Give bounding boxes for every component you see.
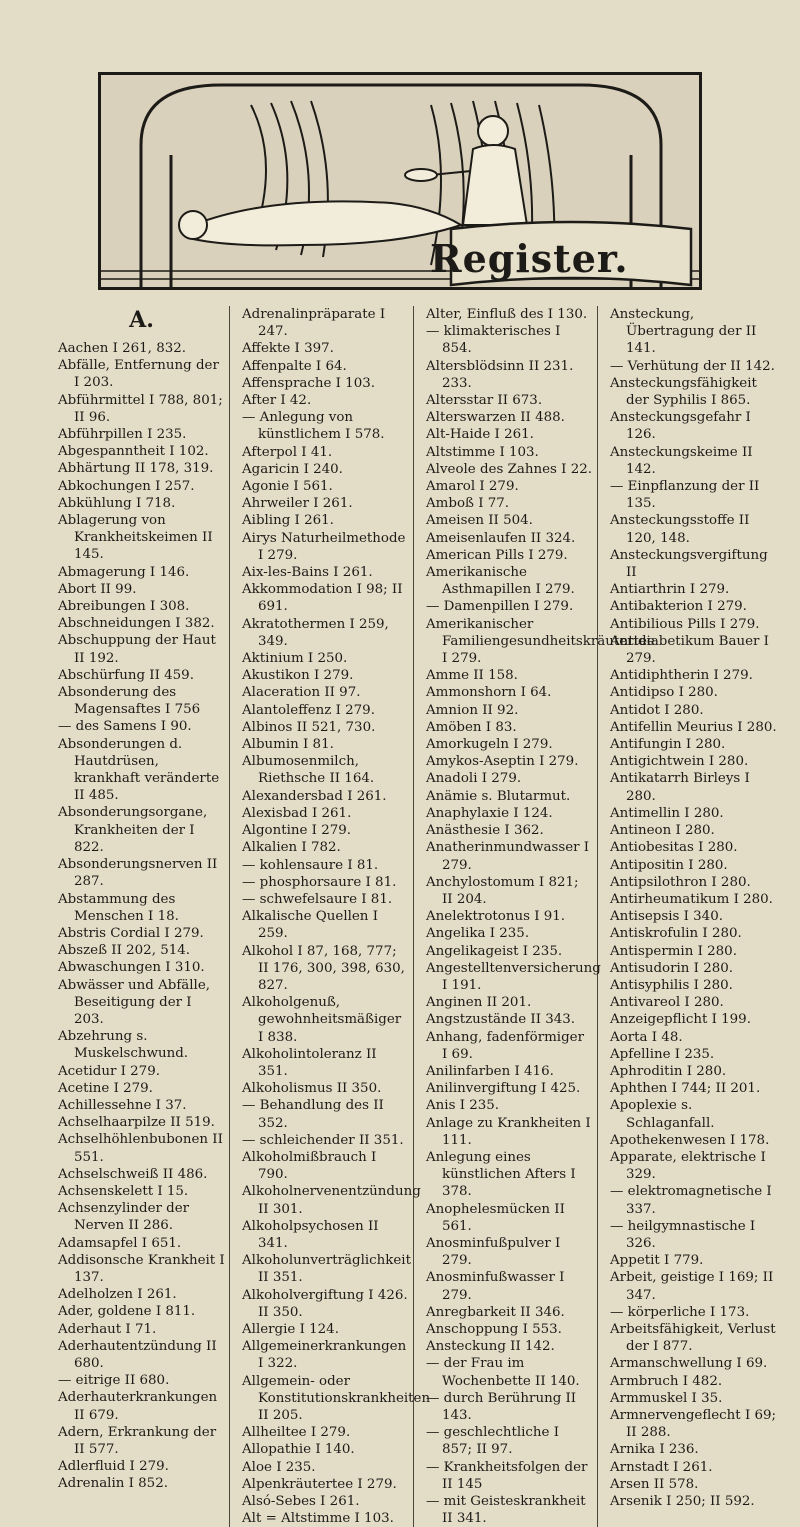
index-entry: Absonderungsnerven II 287. <box>58 857 218 890</box>
index-entry: Albumin I 81. <box>242 737 334 753</box>
index-entry: Arsenik I 250; II 592. <box>610 1494 755 1510</box>
index-entry: Antispermin I 280. <box>610 943 737 959</box>
index-entry: Anginen II 201. <box>426 995 532 1011</box>
index-entry: Achselhöhlenbubonen II 551. <box>58 1132 223 1165</box>
index-entry: Absonderung des Magensaftes I 756 <box>58 685 201 718</box>
index-entry: Alveole des Zahnes I 22. <box>426 461 593 477</box>
index-entry: Anatherinmundwasser I 279. <box>426 840 590 873</box>
index-entry: Ansteckungskeime II 142. <box>610 444 753 477</box>
index-entry: Alkoholintoleranz II 351. <box>242 1046 377 1079</box>
index-entry: Abkühlung I 718. <box>58 495 176 511</box>
index-entry: Allgemein- oder Konstitutionskrankheiten II 205. <box>242 1373 431 1423</box>
index-entry: — heilgymnastische I 326. <box>610 1218 756 1251</box>
index-entry: Amorkugeln I 279. <box>426 737 553 753</box>
index-entry: Abzehrung s. Muskelschwund. <box>58 1029 189 1062</box>
index-entry: Achselhaarpilze II 519. <box>58 1115 215 1131</box>
index-entry: Akratothermen I 259, 349. <box>242 616 389 649</box>
index-entry: Afterpol I 41. <box>242 444 333 460</box>
index-entry: Anzeigepflicht I 199. <box>610 1012 751 1028</box>
index-entry: Adern, Erkrankung der II 577. <box>58 1424 217 1457</box>
index-entry: Alpenkräutertee I 279. <box>242 1476 397 1492</box>
index-entry: Angstzustände II 343. <box>426 1012 576 1028</box>
index-entry: Abhärtung II 178, 319. <box>58 461 214 477</box>
index-entry: Alt-Haide I 261. <box>426 427 534 443</box>
index-entry: Absonderungsorgane, Krankheiten der I 822. <box>58 805 208 855</box>
section-letter: A. <box>129 307 154 333</box>
index-entry: Ameisen II 504. <box>426 513 533 529</box>
entry-list <box>610 306 778 1510</box>
index-entry: Anosminfußpulver I 279. <box>426 1235 561 1269</box>
index-entry: Aorta I 48. <box>610 1029 683 1045</box>
index-entry: Armnervengeflecht I 69; II 288. <box>610 1408 777 1441</box>
index-entry: Alkoholgenuß, gewohnheitsmäßiger I 838. <box>242 995 402 1045</box>
index-entry: — der Frau im Wochenbette II 140. <box>426 1356 580 1389</box>
index-entry: Anlage zu Krankheiten I 111. <box>426 1115 591 1148</box>
index-entry: Alkohol I 87, 168, 777; II 176, 300, 398, 630, 827. <box>242 943 405 993</box>
index-entry: Armmuskel I 35. <box>610 1390 723 1406</box>
index-entry: — elektromagnetische I 337. <box>610 1184 772 1217</box>
index-entry: Ahrweiler I 261. <box>242 496 353 512</box>
index-entry: Abkochungen I 257. <box>58 478 195 494</box>
index-entry: Allergie I 124. <box>242 1321 339 1337</box>
index-entry: Achselschweiß II 486. <box>58 1166 208 1182</box>
index-entry: Antikatarrh Birleys I 280. <box>610 771 750 804</box>
index-entry: Anhang, fadenförmiger I 69. <box>426 1029 584 1062</box>
index-entry: Alkoholmißbrauch I 790. <box>242 1149 377 1183</box>
index-entry: Ansteckungsgefahr I 126. <box>610 410 751 443</box>
index-entry: Alkoholunverträglichkeit II 351. <box>242 1253 411 1286</box>
index-entry: — durch Berührung II 143. <box>426 1390 577 1423</box>
index-entry: Abwaschungen I 310. <box>58 960 205 976</box>
index-entry: Ameisenlaufen II 324. <box>426 530 576 546</box>
index-entry: Aderhaut I 71. <box>58 1321 157 1337</box>
index-entry: — körperliche I 173. <box>610 1304 750 1320</box>
index-entry: — kohlensaure I 81. <box>242 857 379 873</box>
index-entry: Angelikageist I 235. <box>426 943 563 959</box>
index-entry: Abstammung des Menschen I 18. <box>58 891 179 924</box>
index-entry: Abgespanntheit I 102. <box>58 444 209 460</box>
index-entry: Alkoholvergiftung I 426. II 350. <box>242 1287 408 1320</box>
index-entry: Armanschwellung I 69. <box>610 1356 768 1372</box>
index-entry: Algontine I 279. <box>242 823 352 839</box>
index-entry: Apparate, elektrische I 329. <box>610 1149 766 1183</box>
index-entry: Alkoholpsychosen II 341. <box>242 1218 379 1251</box>
index-entry: Antidiabetikum Bauer I 279. <box>610 633 769 667</box>
index-entry: Alterswarzen II 488. <box>426 410 565 426</box>
index-entry: — des Samens I 90. <box>58 719 192 735</box>
index-entry: Aibling I 261. <box>242 513 334 529</box>
index-entry: Ansteckung II 142. <box>426 1339 555 1355</box>
index-entry: — Einpflanzung der II 135. <box>610 479 760 512</box>
index-entry: Allheiltee I 279. <box>242 1425 351 1441</box>
index-entry: Abreibungen I 308. <box>58 599 190 615</box>
index-entry: Aix-les-Bains I 261. <box>242 565 373 581</box>
index-entry: Amarol I 279. <box>426 479 519 495</box>
index-entry: Antineon I 280. <box>610 823 715 839</box>
index-entry: Arnstadt I 261. <box>610 1459 713 1475</box>
index-entry: Abschuppung der Haut II 192. <box>58 633 216 666</box>
index-entry: Alkalische Quellen I 259. <box>242 909 378 942</box>
index-entry: Anilinvergiftung I 425. <box>426 1081 581 1097</box>
index-entry: Addisonsche Krankheit I 137. <box>58 1252 225 1285</box>
index-entry: Affensprache I 103. <box>242 375 375 391</box>
index-entry: Antidipso I 280. <box>610 685 718 701</box>
index-column-4 <box>610 306 782 1527</box>
index-entry: Abschürfung II 459. <box>58 667 194 683</box>
index-entry: — schwefelsaure I 81. <box>242 891 393 907</box>
index-entry: Angelika I 235. <box>426 926 530 942</box>
index-entry: Alkoholismus II 350. <box>242 1081 382 1097</box>
index-entry: Abfälle, Entfernung der I 203. <box>58 358 219 391</box>
index-entry: Akkommodation I 98; II 691. <box>242 582 403 615</box>
index-entry: Apfelline I 235. <box>610 1046 715 1062</box>
index-entry: Aphthen I 744; II 201. <box>610 1081 761 1097</box>
index-entry: Antimellin I 280. <box>610 805 724 821</box>
index-entry: Antifungin I 280. <box>610 737 726 753</box>
index-entry: Aachen I 261, 832. <box>58 341 187 356</box>
index-entry: Adamsapfel I 651. <box>58 1235 182 1251</box>
entry-list <box>242 306 431 1527</box>
index-entry: Abort II 99. <box>58 581 137 597</box>
index-entry: Absonderungen d. Hautdrüsen, krankhaft veränderte II 485. <box>58 736 220 804</box>
index-entry: Anaphylaxie I 124. <box>426 805 553 821</box>
index-entry: Alaceration II 97. <box>242 685 361 701</box>
index-entry: Adrenalin I 852. <box>58 1476 168 1492</box>
index-entry: Allopathie I 140. <box>242 1442 355 1458</box>
index-entry: Affekte I 397. <box>242 341 334 357</box>
index-entry: Arsen II 578. <box>610 1476 699 1492</box>
index-entry: Antidiphtherin I 279. <box>610 668 753 684</box>
index-entry: Antipsilothron I 280. <box>610 874 751 890</box>
index-entry: Apothekenwesen I 178. <box>610 1132 770 1148</box>
index-entry: Agaricin I 240. <box>242 461 343 477</box>
index-entry: Agonie I 561. <box>242 479 333 495</box>
index-entry: — klimakterisches I 854. <box>426 324 561 357</box>
index-column-1 <box>58 306 230 1527</box>
index-entry: Antisudorin I 280. <box>610 960 734 976</box>
page-title: Register. <box>430 236 629 281</box>
index-entry: Achsenzylinder der Nerven II 286. <box>58 1201 190 1234</box>
index-entry: Antiobesitas I 280. <box>610 840 738 856</box>
index-entry: Affenpalte I 64. <box>242 358 347 374</box>
index-entry: Abmagerung I 146. <box>58 564 190 580</box>
index-entry: — schleichender II 351. <box>242 1132 404 1148</box>
index-entry: Antifellin Meurius I 280. <box>610 719 777 735</box>
index-entry: Abführpillen I 235. <box>58 427 187 443</box>
index-entry: Abstris Cordial I 279. <box>58 925 204 941</box>
index-entry: Appetit I 779. <box>610 1253 704 1269</box>
index-entry: Antibakterion I 279. <box>610 599 747 615</box>
index-entry: Amöben I 83. <box>426 719 517 735</box>
index-entry: Allgemeinerkrankungen I 322. <box>242 1339 407 1372</box>
index-entry: — Damenpillen I 279. <box>426 599 574 615</box>
index-entry: Adrenalinpräparate I 247. <box>242 307 386 340</box>
index-entry: Anschoppung I 553. <box>426 1321 562 1337</box>
index-entry: Amnion II 92. <box>426 702 519 718</box>
index-entry: Alantoleffenz I 279. <box>242 702 375 718</box>
index-entry: Antibilious Pills I 279. <box>610 616 760 632</box>
index-entry: Amykos-Aseptin I 279. <box>426 754 579 770</box>
index-entry: After I 42. <box>242 393 312 409</box>
index-entry: Antirheumatikum I 280. <box>610 891 773 907</box>
index-entry: Adlerfluid I 279. <box>58 1459 169 1475</box>
index-entry: — geschlechtliche I 857; II 97. <box>426 1425 560 1458</box>
index-entry: Altersstar II 673. <box>426 393 543 409</box>
index-entry: Amme II 158. <box>426 668 518 684</box>
index-entry: Arnika I 236. <box>610 1442 699 1458</box>
index-entry: Alter, Einfluß des I 130. <box>426 307 588 322</box>
index-entry: Antigichtwein I 280. <box>610 754 749 770</box>
index-entry: Anadoli I 279. <box>426 771 522 787</box>
index-entry: Anregbarkeit II 346. <box>426 1304 565 1320</box>
index-entry: Antiarthrin I 279. <box>610 582 730 598</box>
index-entry: Akustikon I 279. <box>242 668 354 684</box>
index-entry: Antidot I 280. <box>610 702 704 718</box>
entry-list <box>58 340 225 1493</box>
index-entry: Apoplexie s. Schlaganfall. <box>610 1098 715 1131</box>
index-entry: Antipositin I 280. <box>610 857 728 873</box>
index-entry: — Behandlung des II 352. <box>242 1098 384 1131</box>
index-entry: Anelektrotonus I 91. <box>426 909 566 925</box>
index-entry: Amerikanische Asthmapillen I 279. <box>426 565 575 598</box>
index-entry: Albumosenmilch, Riethsche II 164. <box>242 754 375 787</box>
index-entry: Abszeß II 202, 514. <box>58 943 191 959</box>
index-entry: — phosphorsaure I 81. <box>242 874 397 890</box>
index-entry: Ansteckungsfähigkeit der Syphilis I 865. <box>610 375 757 409</box>
index-entry: Acetine I 279. <box>58 1080 153 1096</box>
index-entry: Antivareol I 280. <box>610 995 724 1011</box>
index-entry: Anästhesie I 362. <box>426 823 544 839</box>
index-entry: Airys Naturheilmethode I 279. <box>242 530 406 563</box>
index-entry: Amerikanischer Familiengesundheitskräutertee I 279. <box>426 616 655 667</box>
index-entry: Anlegung eines künstlichen Afters I 378. <box>426 1149 576 1200</box>
index-entry: Achillessehne I 37. <box>58 1097 187 1113</box>
index-entry: Anämie s. Blutarmut. <box>426 788 571 804</box>
index-entry: Antisepsis I 340. <box>610 909 723 925</box>
index-entry: Ansteckung, Übertragung der II 141. <box>610 307 757 357</box>
index-entry: — Verhütung der II 142. <box>610 358 775 374</box>
index-entry: Antisyphilis I 280. <box>610 977 733 993</box>
index-entry: Aloe I 235. <box>242 1459 316 1475</box>
index-entry: Anilinfarben I 416. <box>426 1063 554 1079</box>
index-entry: Adelholzen I 261. <box>58 1287 177 1303</box>
index-entry: Abführmittel I 788, 801; II 96. <box>58 392 223 425</box>
index-entry: Ammonshorn I 64. <box>426 685 552 701</box>
index-entry: Anophelesmücken II 561. <box>426 1201 565 1234</box>
index-entry: Abwässer und Abfälle, Beseitigung der I 203. <box>58 977 211 1027</box>
index-entry: Acetidur I 279. <box>58 1063 160 1079</box>
index-entry: Alkalien I 782. <box>242 840 341 856</box>
index-entry: Ablagerung von Krankheitskeimen II 145. <box>58 513 213 563</box>
index-entry: Anosminfußwasser I 279. <box>426 1270 565 1303</box>
index-entry: Ansteckungsvergiftung II <box>610 547 768 581</box>
index-entry: American Pills I 279. <box>426 547 568 563</box>
index-entry: — Krankheitsfolgen der II 145 <box>426 1459 588 1492</box>
index-entry: — Anlegung von künstlichem I 578. <box>242 410 385 443</box>
index-entry: Amboß I 77. <box>426 496 510 512</box>
index-entry: Alexisbad I 261. <box>242 805 352 821</box>
index-entry: Aderhauterkrankungen II 679. <box>58 1390 218 1423</box>
index-entry: Anis I 235. <box>426 1098 500 1114</box>
index-entry: Arbeit, geistige I 169; II 347. <box>610 1270 774 1303</box>
index-column-2 <box>242 306 431 1527</box>
index-entry: Alt = Altstimme I 103. <box>242 1511 394 1527</box>
index-entry: Aktinium I 250. <box>242 651 348 667</box>
index-entry: Alsó-Sebes I 261. <box>242 1494 360 1510</box>
index-entry: Aderhautentzündung II 680. <box>58 1338 217 1371</box>
index-entry: Arbeitsfähigkeit, Verlust der I 877. <box>610 1321 776 1355</box>
index-entry: Ansteckungsstoffe II 120, 148. <box>610 513 750 546</box>
index-entry: — eitrige II 680. <box>58 1373 170 1389</box>
index-entry: Albinos II 521, 730. <box>242 719 376 735</box>
index-entry: Altstimme I 103. <box>426 444 539 460</box>
index-entry: Alkoholnervenentzündung II 301. <box>242 1184 421 1217</box>
index-entry: Aphroditin I 280. <box>610 1063 727 1079</box>
index-entry: Altersblödsinn II 231. 233. <box>426 358 574 391</box>
index-entry: Ader, goldene I 811. <box>58 1304 196 1320</box>
index-entry: Achsenskelett I 15. <box>58 1183 189 1199</box>
index-entry: Anchylostomum I 821; II 204. <box>426 874 579 907</box>
index-entry: Armbruch I 482. <box>610 1373 723 1389</box>
index-columns <box>58 306 794 1527</box>
index-entry: — mit Geisteskrankheit II 341. <box>426 1494 586 1527</box>
index-entry: Abschneidungen I 382. <box>58 616 215 632</box>
index-entry: Angestelltenversicherung I 191. <box>426 960 601 993</box>
index-entry: Antiskrofulin I 280. <box>610 926 742 942</box>
index-entry: Alexandersbad I 261. <box>242 788 387 804</box>
